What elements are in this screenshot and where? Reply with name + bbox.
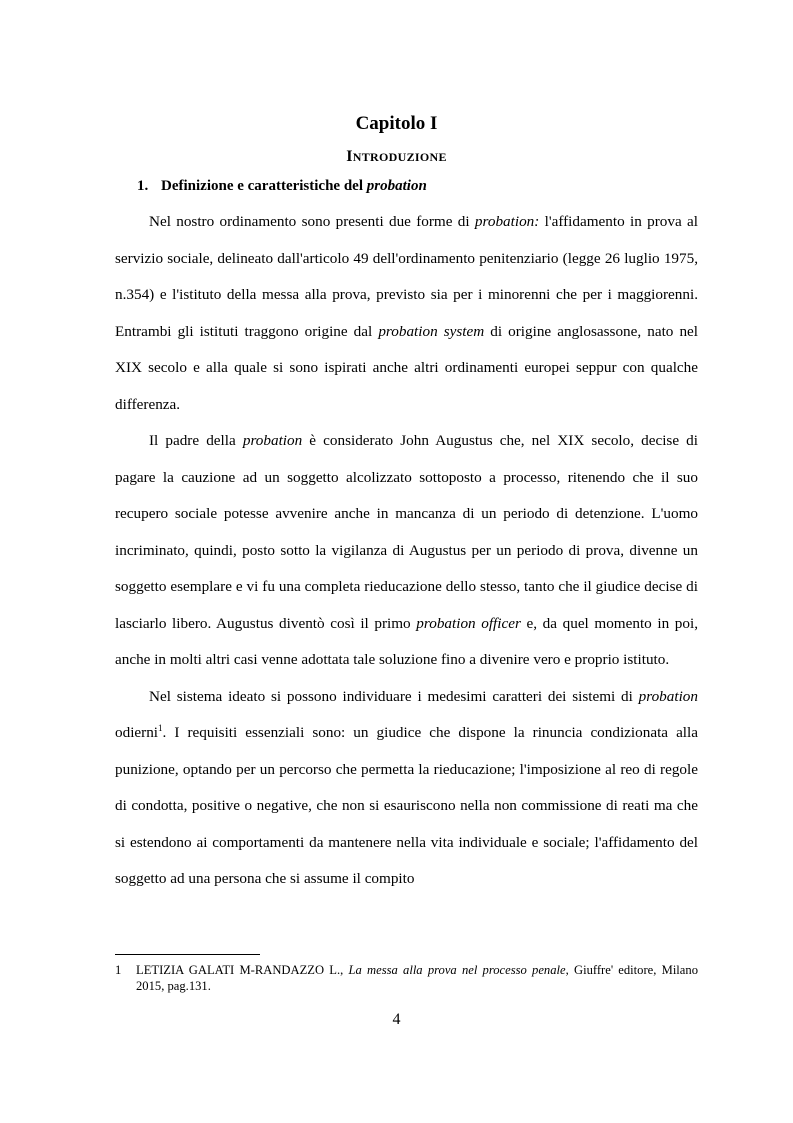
footnote-author: LETIZIA GALATI M-RANDAZZO L.,	[136, 963, 349, 977]
paragraph-1	[115, 204, 698, 423]
p3-text-2: odierni	[115, 724, 159, 741]
p2-text-3: e, da quel momento in poi, anche in molti altri casi venne adottata tale soluzione fino a divenire vero e proprio istituto.	[115, 614, 699, 668]
footnote-reference[interactable]: 1	[158, 722, 163, 733]
section-title	[0, 148, 793, 166]
p1-italic-2: probation system	[378, 322, 485, 340]
section-title-initial: I	[346, 148, 353, 165]
subsection-title-text: Definizione e caratteristiche del	[161, 178, 367, 194]
subsection-number: 1.	[137, 178, 149, 194]
subsection-title	[137, 178, 427, 195]
p1-italic-1: probation:	[474, 213, 540, 230]
footnote	[115, 962, 698, 994]
body-text	[115, 204, 698, 898]
footnote-separator	[115, 954, 260, 955]
p1-text-1: Nel nostro ordinamento sono presenti due forme di	[149, 213, 475, 230]
section-title-rest: NTRODUZIONE	[352, 150, 447, 164]
chapter-title: Capitolo I	[355, 113, 438, 134]
footnote-rest: , Giuffre' editore, Milano 2015, pag.131.	[136, 963, 698, 993]
p3-italic-1: probation	[638, 687, 698, 705]
p1-text-3: di origine anglosassone, nato nel XIX secolo e alla quale si sono ispirati anche altri ordinamenti europei seppur con qualche differenza.	[115, 322, 698, 413]
p2-text-2: è considerato John Augustus che, nel XIX secolo, decise di pagare la cauzione ad un soggetto alcolizzato sottoposto a processo, ritenendo che il suo recupero sociale potesse avvenire anche in mancanza di un periodo di detenzione. L'uomo incriminato, quindi, posto sotto la vigilanza di Augustus per un periodo di prova, divenne un soggetto esemplare e vi fu una completa rieducazione dello stesso, tanto che il giudice decise di lasciarlo libero. Augustus diventò così il primo	[115, 432, 698, 632]
p3-text-3: . I requisiti essenziali sono: un giudice che dispone la rinuncia condizionata alla punizione, optando per un percorso che permetta la rieducazione; l'imposizione al reo di regole di condotta, positive o negative, che non si esauriscono nella non commissione di reati ma che si estendono ai comportamenti da mantenere nella vita individuale e sociale; l'affidamento del soggetto ad una persona che si assume il compito	[115, 724, 698, 887]
subsection-title-italic: probation	[366, 178, 427, 194]
p2-italic-1: probation	[242, 432, 303, 449]
p2-text-1: Il padre della	[149, 432, 243, 449]
paragraph-3	[115, 679, 698, 898]
paragraph-2	[115, 423, 698, 679]
page-number: 4	[392, 1011, 401, 1028]
p2-italic-2: probation officer	[416, 614, 521, 632]
footnote-title: La messa alla prova nel processo penale	[348, 963, 566, 977]
footnote-number: 1	[115, 963, 122, 977]
p3-text-1: Nel sistema ideato si possono individuare i medesimi caratteri dei sistemi di	[149, 687, 639, 705]
p1-text-2: l'affidamento in prova al servizio sociale, delineato dall'articolo 49 dell'ordinamento penitenziario (legge 26 luglio 1975, n.354) e l'istituto della messa alla prova, previsto sia per i minorenni che per i maggiorenni. Entrambi gli istituti traggono origine dal	[115, 213, 698, 340]
